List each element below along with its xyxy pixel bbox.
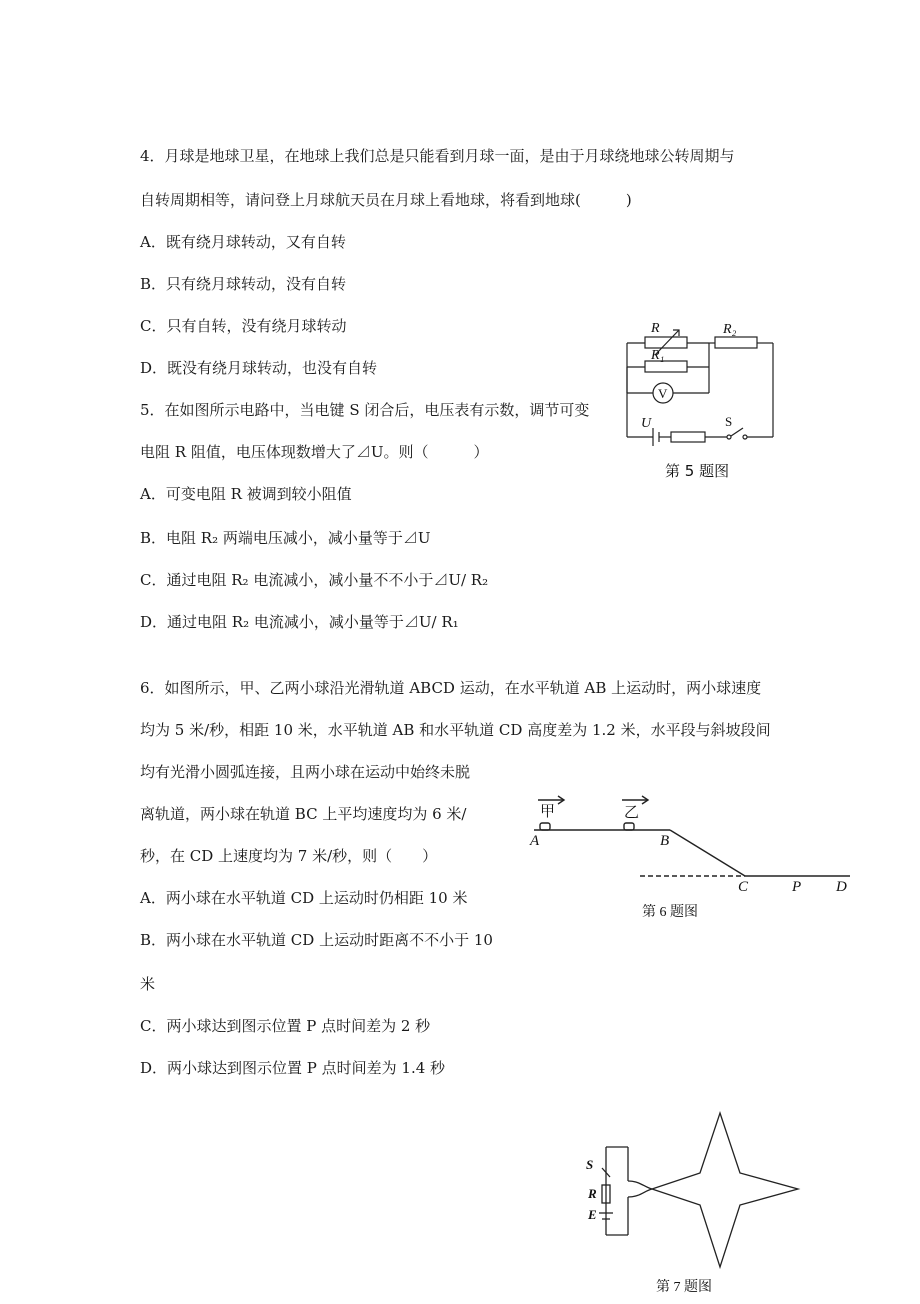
figure-7-star bbox=[580, 1105, 810, 1300]
ball-jia bbox=[540, 823, 550, 830]
q4-option-a: A．既有绕月球转动，又有自转 bbox=[140, 233, 346, 251]
label-jia: 甲 bbox=[540, 804, 556, 820]
variable-resistor-r bbox=[645, 337, 687, 348]
ball-yi bbox=[624, 823, 634, 830]
q6-stem-line3: 均有光滑小圆弧连接，且两小球在运动中始终未脱 bbox=[140, 763, 471, 781]
q4-option-b: B．只有绕月球转动，没有自转 bbox=[140, 275, 347, 293]
label-d: D bbox=[836, 879, 847, 895]
figure-6-caption: 第 6 题图 bbox=[642, 905, 698, 920]
label-v: V bbox=[658, 386, 668, 401]
q6-option-d: D．两小球达到图示位置 P 点时间差为 1.4 秒 bbox=[140, 1059, 446, 1077]
label-r: R bbox=[651, 321, 660, 336]
label-p: P bbox=[792, 879, 802, 895]
internal-resistor bbox=[671, 432, 705, 442]
q4-stem-line1: 4．月球是地球卫星，在地球上我们总是只能看到月球一面，是由于月球绕地球公转周期与 bbox=[140, 147, 735, 165]
q4-option-c: C．只有自转，没有绕月球转动 bbox=[140, 317, 347, 335]
q5-stem-line2: 电阻 R 阻值，电压体现数增大了⊿U。则（ ） bbox=[140, 443, 489, 461]
label-u: U bbox=[641, 416, 652, 431]
track-bc bbox=[670, 830, 745, 876]
q5-option-a: A．可变电阻 R 被调到较小阻值 bbox=[140, 485, 352, 503]
q4-option-d: D．既没有绕月球转动，也没有自转 bbox=[140, 359, 378, 377]
q5-stem-line1: 5．在如图所示电路中，当电键 S 闭合后，电压表有示数，调节可变 bbox=[140, 401, 590, 419]
figure-6-track bbox=[520, 790, 865, 925]
resistor-r2 bbox=[715, 337, 757, 348]
q5-option-d: D．通过电阻 R₂ 电流减小，减小量等于⊿U/ R₁ bbox=[140, 613, 459, 631]
circuit-diagram bbox=[615, 315, 790, 485]
label-r: R bbox=[588, 1186, 597, 1201]
q6-option-a: A．两小球在水平轨道 CD 上运动时仍相距 10 米 bbox=[140, 889, 468, 907]
switch-icon bbox=[731, 428, 743, 436]
q6-stem-line2: 均为 5 米/秒，相距 10 米，水平轨道 AB 和水平轨道 CD 高度差为 1.2 米，水平段与斜坡段间 bbox=[140, 721, 771, 739]
label-yi: 乙 bbox=[624, 805, 640, 821]
star-loop bbox=[652, 1113, 798, 1267]
q6-option-b-continued: 米 bbox=[140, 975, 156, 993]
figure-5-circuit bbox=[615, 315, 790, 485]
track-diagram bbox=[520, 790, 865, 925]
label-s: S bbox=[586, 1157, 594, 1172]
q6-stem-line5: 秒，在 CD 上速度均为 7 米/秒，则（ ） bbox=[140, 847, 438, 865]
q6-stem-line4: 离轨道，两小球在轨道 BC 上平均速度均为 6 米/ bbox=[140, 805, 467, 823]
star-diagram bbox=[580, 1105, 810, 1300]
q5-option-c: C．通过电阻 R₂ 电流减小，减小量不不小于⊿U/ R₂ bbox=[140, 571, 489, 589]
label-s: S bbox=[725, 414, 733, 429]
q4-stem-line2: 自转周期相等，请问登上月球航天员在月球上看地球，将看到地球( ) bbox=[140, 191, 632, 209]
label-c: C bbox=[738, 879, 749, 895]
label-r1: R₁ bbox=[651, 348, 665, 363]
figure-5-caption: 第 5 题图 bbox=[665, 462, 730, 480]
q6-stem-line1: 6．如图所示，甲、乙两小球沿光滑轨道 ABCD 运动，在水平轨道 AB 上运动时，两小球速度 bbox=[140, 679, 762, 697]
label-a: A bbox=[530, 833, 540, 849]
figure-7-caption: 第 7 题图 bbox=[656, 1280, 712, 1295]
q6-option-c: C．两小球达到图示位置 P 点时间差为 2 秒 bbox=[140, 1017, 431, 1035]
q6-option-b: B．两小球在水平轨道 CD 上运动时距离不不小于 10 bbox=[140, 931, 493, 949]
label-b: B bbox=[660, 833, 670, 849]
label-r2: R₂ bbox=[723, 322, 737, 337]
q5-option-b: B．电阻 R₂ 两端电压减小，减小量等于⊿U bbox=[140, 529, 431, 547]
label-e: E bbox=[588, 1207, 597, 1222]
